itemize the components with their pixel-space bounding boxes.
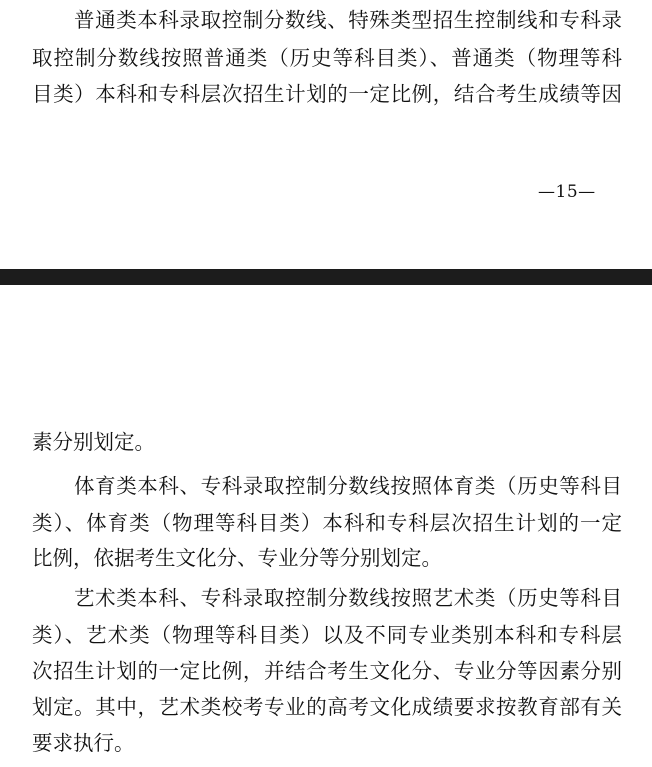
paragraph-line: 要求执行。	[32, 731, 135, 755]
paragraph-line: 艺术类本科、专科录取控制分数线按照艺术类（历史等科目	[74, 586, 622, 610]
paragraph-line: 次招生计划的一定比例，并结合考生文化分、专业分等因素分别	[32, 659, 622, 683]
page-number: —15—	[538, 182, 596, 202]
paragraph-line: 类）、艺术类（物理等科目类）以及不同专业类别本科和专科层	[32, 623, 622, 647]
paragraph-line: 普通类本科录取控制分数线、特殊类型招生控制线和专科录	[74, 8, 622, 32]
paragraph-line: 取控制分数线按照普通类（历史等科目类）、普通类（物理等科	[32, 46, 622, 70]
paragraph-line: 目类）本科和专科层次招生计划的一定比例，结合考生成绩等因	[32, 82, 622, 106]
paragraph-line: 比例，依据考生文化分、专业分等分别划定。	[32, 546, 442, 570]
paragraph-line: 体育类本科、专科录取控制分数线按照体育类（历史等科目	[74, 474, 622, 498]
page-break-divider	[0, 269, 652, 285]
paragraph-line: 素分别划定。	[32, 430, 155, 454]
paragraph-line: 划定。其中，艺术类校考专业的高考文化成绩要求按教育部有关	[32, 695, 622, 719]
paragraph-line: 类）、体育类（物理等科目类）本科和专科层次招生计划的一定	[32, 511, 622, 535]
